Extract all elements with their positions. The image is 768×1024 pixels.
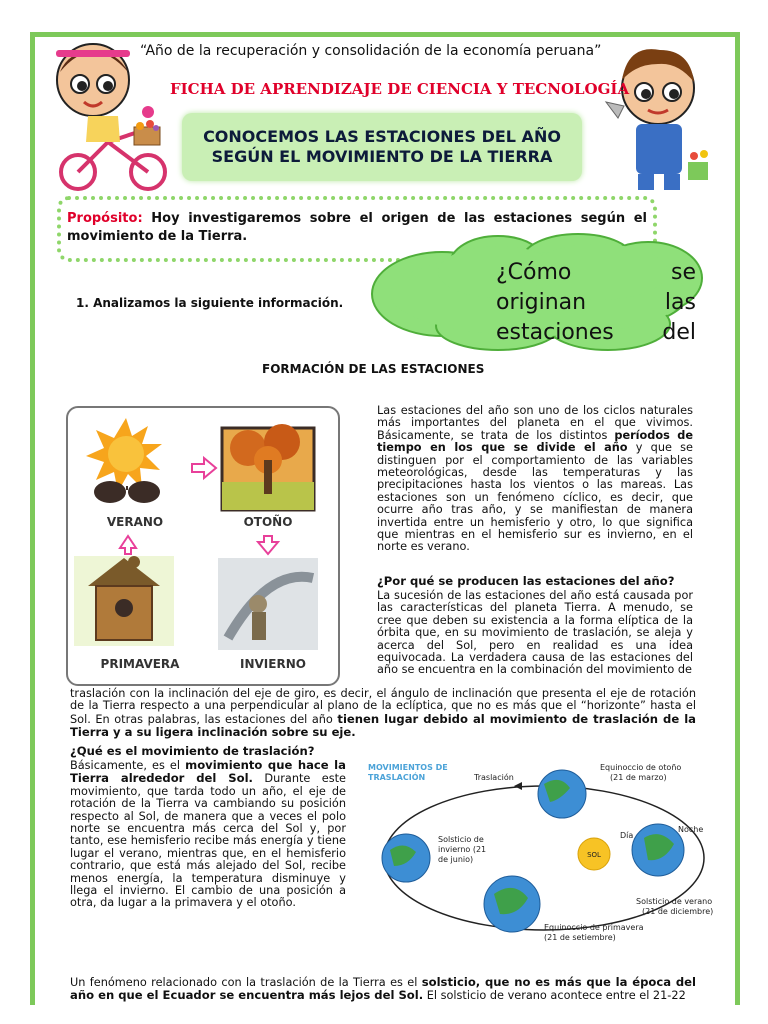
orbit-title-1: MOVIMIENTOS DE bbox=[368, 763, 448, 772]
paragraph-causa: La sucesión de las estaciones del año está causada por las características del planeta Tierra. A menudo, se cree que deben su existencia a la forma elíptica de la órbita que, en su movimiento de traslación, se aleja y acerca del Sol, pero en realidad es una idea equivocada. La verdadera causa de las estaciones del año se encuentra en la combinación del movimiento de bbox=[377, 589, 693, 677]
section-heading: FORMACIÓN DE LAS ESTACIONES bbox=[262, 362, 485, 376]
purpose-body: Hoy investigaremos sobre el origen de las estaciones según el movimiento de la Tierra. bbox=[67, 211, 648, 244]
bold-conclusion: tienen lugar debido al movimiento de traslación de la Tierra y a su ligera inclinación sobre su eje. bbox=[70, 711, 696, 740]
label-noche: Noche bbox=[678, 825, 704, 834]
birdhouse-icon bbox=[74, 556, 174, 646]
earth-winter-icon bbox=[382, 834, 430, 882]
purpose-label: Propósito: bbox=[67, 211, 143, 226]
label-invierno-2: invierno (21 bbox=[438, 845, 487, 854]
cloud-line-2: originan las bbox=[496, 290, 696, 315]
seasons-art bbox=[68, 408, 338, 684]
label-otono-1: Equinoccio de otoño bbox=[600, 763, 682, 772]
earth-autumn-icon bbox=[538, 770, 586, 818]
paragraph-intro: Las estaciones del año son uno de los ciclos naturales más importantes del planeta en el que vivimos. Básicamente, se trata de los distintos períodos de tiempo en los que se divide el año y que se distinguen por el comportamiento de las variables meteorológicas, desde las temperaturas y las precipitaciones hasta los vientos o las mareas. Las estaciones son un fenómeno cíclico, es decir, que ocurre año tras año, y se manifiestan de manera invertida entre un hemisferio y otro, lo que significa que mientras en el hemisferio sur es invierno, en el norte es verano. bbox=[377, 404, 693, 554]
year-motto: “Año de la recuperación y consolidación de la economía peruana” bbox=[140, 43, 602, 59]
label-traslacion: Traslación bbox=[474, 773, 514, 782]
label-dia: Día bbox=[620, 831, 634, 840]
label-primavera-2: (21 de setiembre) bbox=[544, 933, 616, 942]
cloud-line-3: estaciones del bbox=[496, 320, 696, 345]
step-heading: 1. Analizamos la siguiente información. bbox=[76, 296, 344, 310]
paragraph-traslacion: Básicamente, es el movimiento que hace la Tierra alrededor del Sol. Durante este movimiento, que tarda todo un año, el eje de rotación de la Tierra va cambiando su posición respecto al Sol, de manera que a veces el polo norte se encuentra más cerca del Sol y, por tanto, ese hemisferio recibe más energía y tiene lugar el verano, mientras que, en el hemisferio contrario, que está más alejado del Sol, recibe menos energía, la temperatura disminuye y llega el invierno. El cambio de una posición a otra, da lugar a la primavera y el otoño. bbox=[70, 758, 346, 910]
bold-movimiento: movimiento que hace la Tierra alrededor del Sol. bbox=[70, 758, 346, 786]
label-invierno: INVIERNO bbox=[240, 657, 306, 671]
title-line-1: CONOCEMOS LAS ESTACIONES DEL AÑO bbox=[203, 127, 561, 146]
bold-periodos: períodos de tiempo en los que se divide el año bbox=[377, 428, 693, 455]
earth-summer-icon bbox=[632, 824, 684, 876]
label-verano-1: Solsticio de verano bbox=[636, 897, 713, 906]
winter-storm-icon bbox=[218, 558, 318, 650]
label-sol: SOL bbox=[587, 851, 601, 859]
paragraph-inclinacion: traslación con la inclinación del eje de giro, es decir, el ángulo de inclinación que presenta el eje de rotación de la Tierra respecto a una perpendicular al plano de la eclíptica, que no es más que el “horizonte” hasta el Sol. En otras palabras, las estaciones del año tienen lugar debido al movimiento de traslación de la Tierra y a su ligera inclinación sobre su eje. bbox=[70, 687, 696, 740]
title-line-2: SEGÚN EL MOVIMIENTO DE LA TIERRA bbox=[211, 147, 553, 166]
heading-traslacion: ¿Qué es el movimiento de traslación? bbox=[70, 744, 315, 758]
label-verano-2: (21 de diciembre) bbox=[642, 907, 714, 916]
label-primavera-1: Equinoccio de primavera bbox=[544, 923, 644, 932]
page-title bbox=[182, 113, 582, 181]
label-otono: OTOÑO bbox=[243, 515, 293, 529]
heading-por-que: ¿Por qué se producen las estaciones del año? bbox=[377, 574, 675, 588]
label-invierno-1: Solsticio de bbox=[438, 835, 484, 844]
cloud-line-1: ¿Cómo se bbox=[496, 260, 696, 285]
paragraph-solsticio: Un fenómeno relacionado con la traslación de la Tierra es el solsticio, que no es más que la época del año en que el Ecuador se encuentra más lejos del Sol. El solsticio de verano acontece entre el 21-22 bbox=[70, 975, 697, 1003]
orbit-title-2: TRASLACIÓN bbox=[368, 773, 426, 782]
earth-spring-icon bbox=[484, 876, 540, 932]
bold-solsticio: solsticio, que no es más que la época del año en que el Ecuador se encuentra más lejos del Sol. bbox=[70, 975, 697, 1003]
orbit-diagram bbox=[364, 754, 714, 954]
label-invierno-3: de junio) bbox=[438, 855, 474, 864]
boy-gardener-illustration bbox=[598, 36, 720, 196]
orbit-arrow-icon bbox=[514, 782, 522, 790]
seasons-diagram bbox=[66, 406, 340, 686]
worksheet-heading: FICHA DE APRENDIZAJE DE CIENCIA Y TECNOLOGÍA bbox=[170, 80, 630, 98]
label-verano: VERANO bbox=[106, 515, 164, 529]
label-primavera: PRIMAVERA bbox=[100, 657, 180, 671]
arrow-right-icon bbox=[192, 458, 216, 478]
cloud-question bbox=[496, 258, 696, 345]
arrow-up-icon bbox=[120, 536, 136, 554]
label-otono-2: (21 de marzo) bbox=[610, 773, 667, 782]
arrow-down-icon bbox=[258, 536, 278, 554]
